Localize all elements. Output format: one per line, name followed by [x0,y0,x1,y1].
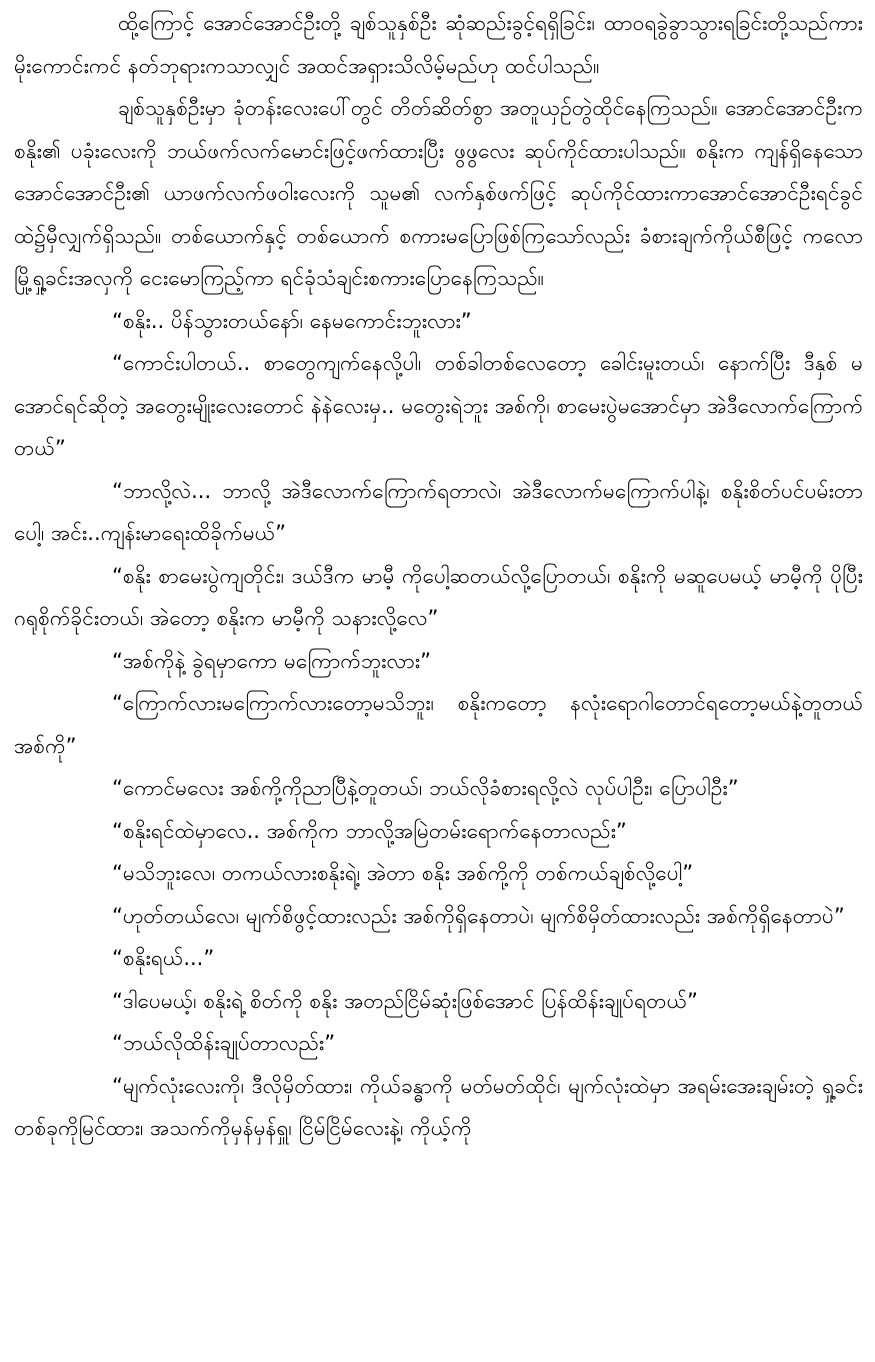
dialogue-paragraph: “စနိုးရင်ထဲမှာလေ.. အစ်ကိုက ဘာလို့အမြဲတမ်းရောက်နေတာလည်း” [112,818,627,843]
dialogue-paragraph: “စနိုးရယ်...” [112,946,215,970]
dialogue-paragraph: “စနိုး စာမေးပွဲကျတိုင်း၊ ဒယ်ဒီက မာမီ့ ကိုပေါ့ဆတယ်လို့ပြောတယ်၊ စနိုးကို မဆူပေမယ့် မာမီ့ကို ပိုပြီးဂရုစိုက်ခိုင်းတယ်၊ အဲတော့ စနိုးက မာမီ့ကို သနားလို့လေ” [14,563,863,630]
dialogue-paragraph: “ဒါပေမယ့်၊ စနိုးရဲ့ စိတ်ကို စနိုး အတည်ငြိမ်ဆုံးဖြစ်အောင် ပြန်ထိန်းချုပ်ရတယ်” [112,988,698,1013]
dialogue-paragraph: “ကြောက်လားမကြောက်လားတော့မသိဘူး၊ စနိုးကတော့ နလုံးရောဂါတောင်ရတော့မယ်နဲ့တူတယ်အစ်ကို” [14,691,863,758]
dialogue-paragraph: “အစ်ကိုနဲ့ ခွဲရမှာကော မကြောက်ဘူးလား” [112,648,431,673]
dialogue-paragraph: “ကောင်မလေး အစ်ကို့ကိုညာပြီနဲ့တူတယ်၊ ဘယ်လိုခံစားရလို့လဲ လုပ်ပါဦး၊ ပြောပါဦး” [112,776,739,800]
dialogue-paragraph: “ဘာလို့လဲ... ဘာလို့ အဲဒီလောက်ကြောက်ရတာလဲ၊ အဲဒီလောက်မကြောက်ပါနဲ့၊ စနိုးစိတ်ပင်ပမ်းတာပေါ့၊ အင်း..ကျန်းမာရေးထိခိုက်မယ်” [14,478,863,545]
dialogue-paragraph: “ဟုတ်တယ်လေ၊ မျက်စိဖွင့်ထားလည်း အစ်ကိုရှိနေတာပဲ၊ မျက်စိမှိတ်ထားလည်း အစ်ကိုရှိနေတာပဲ” [112,903,845,928]
body-paragraph: ချစ်သူနှစ်ဦးမှာ ခုံတန်းလေးပေါ်တွင် တိတ်ဆိတ်စွာ အတူယှဉ်တွဲထိုင်နေကြသည်။ အောင်အောင်ဦးက စနိုး၏ ပခုံးလေးကို ဘယ်ဖက်လက်မောင်းဖြင့်ဖက်ထားပြီး ဖွဖွလေး ဆုပ်ကိုင်ထားပါသည်။ စနိုးက ကျန်ရှိနေသော အောင်အောင်ဦး၏ ယာဖက်လက်ဖဝါးလေးကို သူမ၏ လက်နှစ်ဖက်ဖြင့် ဆုပ်ကိုင်ထားကာအောင်အောင်ဦးရင်ခွင်ထဲ၌မှီလျှက်ရှိသည်။ တစ်ယောက်နှင့် တစ်ယောက် စကားမပြောဖြစ်ကြသော်လည်း ခံစားချက်ကိုယ်စီဖြင့် ကလောမြို့ရှု့ခင်းအလှကို ငေးမောကြည့်ကာ ရင်ခုံသံချင်းစကားပြောနေကြသည်။ [14,96,863,290]
dialogue-paragraph: “ဘယ်လိုထိန်းချုပ်တာလည်း” [112,1031,336,1055]
dialogue-paragraph: “မျက်လုံးလေးကို၊ ဒီလိုမှိတ်ထား၊ ကိုယ်ခန္ဓာကို မတ်မတ်ထိုင်၊ မျက်လုံးထဲမှာ အရမ်းအေးချမ်းတဲ့ ရှု့ခင်းတစ်ခုကိုမြင်ထား၊ အသက်ကိုမှန်မှန်ရှူ၊ ငြိမ်ငြိမ်လေးနဲ့၊ ကိုယ့်ကို [14,1073,863,1140]
dialogue-paragraph: “မသိဘူးလေ၊ တကယ်လားစနိုးရဲ့၊ အဲတာ စနိုး အစ်ကို့ကို တစ်ကယ်ချစ်လို့ပေါ့” [112,861,694,885]
dialogue-paragraph: “စနိုး.. ပိန်သွားတယ်နော်၊ နေမကောင်းဘူးလား” [112,308,472,333]
body-paragraph: ထို့ကြောင့် အောင်အောင်ဦးတို့ ချစ်သူနှစ်ဦး ဆုံဆည်းခွင့်ရရှိခြင်း၊ ထာဝရခွဲခွာသွားရခြင်းတို့သည်ကား မိုးကောင်းကင် နတ်ဘုရားကသာလျှင် အထင်အရှားသိလိမ့်မည်ဟု ထင်ပါသည်။ [14,11,863,78]
dialogue-paragraph: “ကောင်းပါတယ်.. စာတွေကျက်နေလို့ပါ၊ တစ်ခါတစ်လေတော့ ခေါင်းမူးတယ်၊ နောက်ပြီး ဒီနှစ် မအောင်ရင်ဆိုတဲ့ အတွေးမျိုးလေးတောင် နဲနဲလေးမှ.. မတွေးရဲဘူး အစ်ကို၊ စာမေးပွဲမအောင်မှာ အဲဒီလောက်ကြောက်တယ်” [14,351,863,460]
